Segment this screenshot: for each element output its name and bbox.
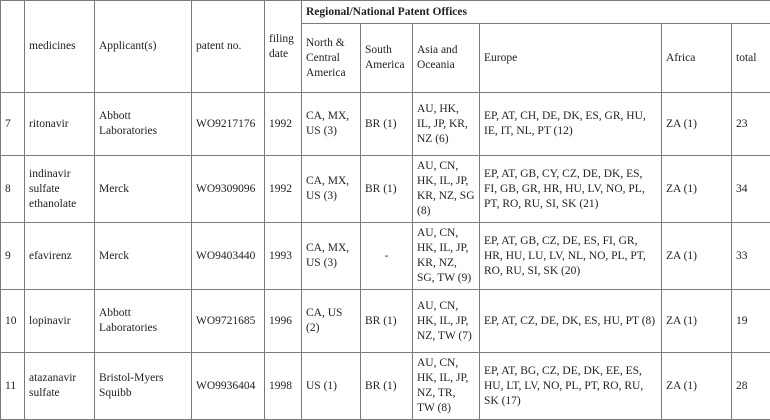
header-patent-offices: Regional/National Patent Offices: [302, 1, 770, 24]
header-row-group: [1, 1, 770, 24]
offices-asia-oceania: AU, HK, IL, JP, KR, NZ (6): [413, 93, 480, 156]
medicine-name: lopinavir: [25, 290, 95, 353]
total-count: 19: [732, 290, 770, 353]
offices-north-central-america: CA, US (2): [302, 290, 361, 353]
offices-africa: ZA (1): [662, 93, 732, 156]
patent-number: WO9309096: [192, 156, 265, 223]
total-count: 23: [732, 93, 770, 156]
offices-south-america: BR (1): [361, 290, 413, 353]
offices-europe: EP, AT, CZ, DE, DK, ES, HU, PT (8): [480, 290, 662, 353]
offices-asia-oceania: AU, CN, HK, IL, JP, NZ, TW (7): [413, 290, 480, 353]
patent-number: WO9403440: [192, 223, 265, 290]
header-north-central-america: North & Central America: [302, 24, 361, 93]
row-number: 10: [1, 290, 25, 353]
filing-year: 1993: [265, 223, 302, 290]
header-asia-oceania: Asia and Oceania: [413, 24, 480, 93]
offices-north-central-america: CA, MX, US (3): [302, 156, 361, 223]
applicant-name: Abbott Laboratories: [95, 290, 192, 353]
offices-asia-oceania: AU, CN, HK, IL, JP, KR, NZ, SG, TW (9): [413, 223, 480, 290]
applicant-name: Merck: [95, 223, 192, 290]
filing-year: 1998: [265, 353, 302, 420]
header-europe: Europe: [480, 24, 662, 93]
offices-africa: ZA (1): [662, 156, 732, 223]
header-africa: Africa: [662, 24, 732, 93]
offices-asia-oceania: AU, CN, HK, IL, JP, NZ, TR, TW (8): [413, 353, 480, 420]
offices-asia-oceania: AU, CN, HK, IL, JP, KR, NZ, SG (8): [413, 156, 480, 223]
total-count: 28: [732, 353, 770, 420]
row-number: 8: [1, 156, 25, 223]
offices-africa: ZA (1): [662, 223, 732, 290]
filing-year: 1992: [265, 156, 302, 223]
table-row: [1, 223, 770, 290]
total-count: 34: [732, 156, 770, 223]
header-patent-no: patent no.: [192, 1, 265, 93]
row-number: 11: [1, 353, 25, 420]
row-number: 7: [1, 93, 25, 156]
patent-number: WO9721685: [192, 290, 265, 353]
header-south-america: South America: [361, 24, 413, 93]
medicine-name: indinavir sulfate ethanolate: [25, 156, 95, 223]
offices-south-america: BR (1): [361, 93, 413, 156]
offices-south-america: BR (1): [361, 156, 413, 223]
offices-north-central-america: CA, MX, US (3): [302, 93, 361, 156]
medicine-name: ritonavir: [25, 93, 95, 156]
offices-north-central-america: CA, MX, US (3): [302, 223, 361, 290]
table-row: [1, 353, 770, 420]
patent-number: WO9936404: [192, 353, 265, 420]
offices-europe: EP, AT, BG, CZ, DE, DK, EE, ES, HU, LT, LV, NO, PL, PT, RO, RU, SK (17): [480, 353, 662, 420]
offices-south-america: -: [361, 223, 413, 290]
filing-year: 1992: [265, 93, 302, 156]
row-number: 9: [1, 223, 25, 290]
offices-europe: EP, AT, CH, DE, DK, ES, GR, HU, IE, IT, NL, PT (12): [480, 93, 662, 156]
patent-number: WO9217176: [192, 93, 265, 156]
offices-europe: EP, AT, GB, CY, CZ, DE, DK, ES, FI, GB, GR, HR, HU, LV, NO, PL, PT, RO, RU, SI, SK (21): [480, 156, 662, 223]
medicine-name: efavirenz: [25, 223, 95, 290]
offices-north-central-america: US (1): [302, 353, 361, 420]
header-filing-date: filing date: [265, 1, 302, 93]
applicant-name: Merck: [95, 156, 192, 223]
header-total: total: [732, 24, 770, 93]
applicant-name: Bristol-Myers Squibb: [95, 353, 192, 420]
offices-europe: EP, AT, GB, CZ, DE, ES, FI, GR, HR, HU, LU, LV, NL, NO, PL, PT, RO, RU, SI, SK (20): [480, 223, 662, 290]
offices-africa: ZA (1): [662, 353, 732, 420]
table-row: [1, 156, 770, 223]
header-num: [1, 1, 25, 93]
table-row: [1, 290, 770, 353]
header-medicines: medicines: [25, 1, 95, 93]
medicine-name: atazanavir sulfate: [25, 353, 95, 420]
header-applicants: Applicant(s): [95, 1, 192, 93]
total-count: 33: [732, 223, 770, 290]
table-row: [1, 93, 770, 156]
filing-year: 1996: [265, 290, 302, 353]
applicant-name: Abbott Laboratories: [95, 93, 192, 156]
offices-south-america: BR (1): [361, 353, 413, 420]
offices-africa: ZA (1): [662, 290, 732, 353]
